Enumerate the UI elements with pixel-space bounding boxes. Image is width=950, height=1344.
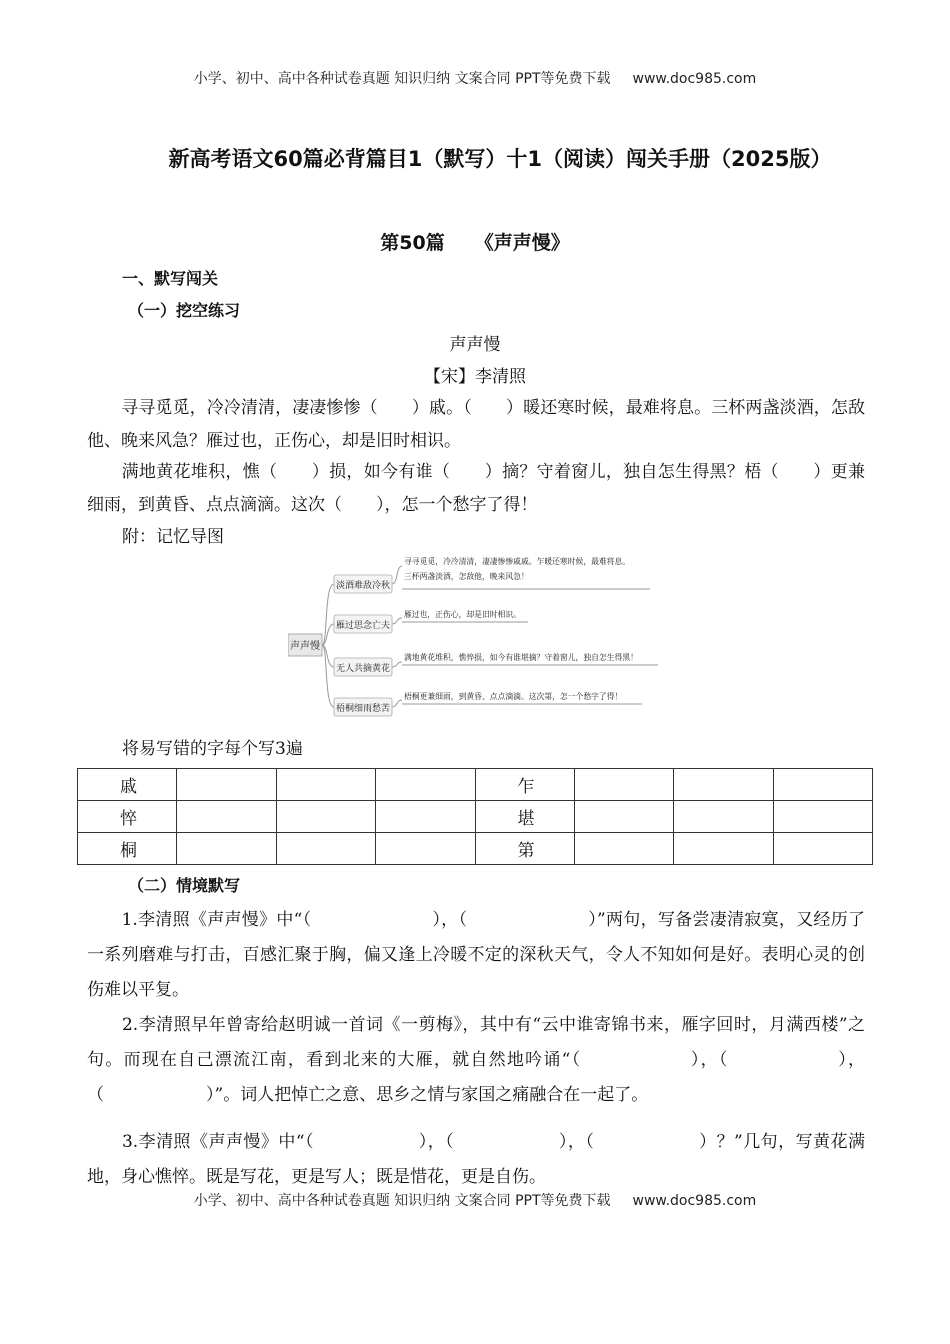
mindmap-leaf-1-line-1: 寻寻觅觅，冷冷清清，凄凄惨惨戚戚。乍暖还寒时候，最难将息。 [404,557,631,566]
grid-char: 第 [475,833,574,865]
mindmap-branch-4-label: 梧桐细雨愁苦 [335,704,391,714]
grid-blank-cell[interactable] [773,801,872,833]
table-row [78,801,873,833]
mindmap-leaf-connector-2 [392,618,402,624]
grid-blank-cell[interactable] [177,801,276,833]
page-footer [0,1190,950,1210]
mindmap-leaf-1-line-2: 三杯两盏淡酒，怎敌他，晚来风急！ [404,572,529,581]
poem-title: 声声慢 [449,335,501,355]
grid-blank-cell[interactable] [574,801,673,833]
question-3: 3.李清照《声声慢》中“（ ），（ ），（ ）？”几句，写黄花满地，身心憔悴。既是写花，更是写人；既是惜花，更是自伤。 [87,1132,865,1187]
mindmap-branch-3-label: 无人共摘黄花 [335,664,391,674]
grid-char: 堪 [475,801,574,833]
poem-paragraph-2: 满地黄花堆积，憔（ ）损，如今有谁（ ）摘？守着窗儿，独自怎生得黑？梧（ ）更兼细雨，到黄昏、点点滴滴。这次（ ），怎一个愁字了得！ [87,462,866,515]
table-row [78,769,873,801]
mindmap-leaf-connector-3 [392,662,402,667]
document-title: 新高考语文60篇必背篇目1（默写）十1（阅读）闯关手册（2025版） [168,147,832,171]
chapter-title [0,228,950,255]
mindmap-leaf-connector-1 [392,566,402,584]
grid-char: 戚 [78,769,177,801]
mindmap-leaf-4-text: 梧桐更兼细雨，到黄昏、点点滴滴。这次第，怎一个愁字了得！ [404,692,623,701]
grid-blank-cell[interactable] [574,769,673,801]
mindmap-connector-4 [322,645,334,707]
grid-blank-cell[interactable] [177,833,276,865]
grid-blank-cell[interactable] [574,833,673,865]
appendix-label: 附：记忆导图 [122,527,224,547]
poem-paragraph-1: 寻寻觅觅，冷冷清清，凄凄惨惨（ ）戚。（ ）暖还寒时候，最难将息。三杯两盏淡酒，怎敌他、晚来风急？雁过也，正伤心，却是旧时相识。 [87,398,866,451]
header-text: 小学、初中、高中各种试卷真题 知识归纳 文案合同 PPT等免费下载 [193,71,611,87]
grid-blank-cell[interactable] [276,801,375,833]
mindmap-leaf-2-text: 雁过也，正伤心，却是旧时相识。 [404,610,521,619]
grid-blank-cell[interactable] [773,769,872,801]
poem-author: 【宋】李清照 [424,367,526,387]
chapter-name: 《声声慢》 [474,232,570,254]
grid-blank-cell[interactable] [177,769,276,801]
footer-text: 小学、初中、高中各种试卷真题 知识归纳 文案合同 PPT等免费下载 [193,1193,611,1209]
grid-blank-cell[interactable] [674,833,773,865]
write-practice-grid [77,768,873,865]
grid-blank-cell[interactable] [376,769,475,801]
grid-blank-cell[interactable] [376,801,475,833]
table-row [78,833,873,865]
mindmap-branch-1-label: 淡酒难敌冷秋 [335,581,391,591]
grid-char: 乍 [475,769,574,801]
grid-blank-cell[interactable] [773,833,872,865]
grid-blank-cell[interactable] [276,769,375,801]
chapter-number: 第50篇 [380,232,445,254]
mindmap-leaf-3-text: 满地黄花堆积，憔悴损，如今有谁堪摘？守着窗儿，独自怎生得黑！ [404,653,638,662]
mindmap-connector-1 [322,584,334,645]
subsection-heading-2: （二）情境默写 [128,876,241,895]
grid-char: 悴 [78,801,177,833]
page-header [0,68,950,88]
grid-blank-cell[interactable] [376,833,475,865]
memory-mind-map [288,552,662,724]
grid-blank-cell[interactable] [674,769,773,801]
question-1: 1.李清照《声声慢》中“（ ），（ ）”两句，写备尝凄清寂寞，又经历了一系列磨难与打击，百感汇聚于胸，偏又逢上冷暖不定的深秋天气，令人不知如何是好。表明心灵的创伤难以平复。 [87,910,865,1000]
mindmap-root-label: 声声慢 [290,641,320,652]
grid-blank-cell[interactable] [276,833,375,865]
write-practice-label: 将易写错的字每个写3遍 [122,739,303,759]
grid-blank-cell[interactable] [674,801,773,833]
mindmap-branch-2-label: 雁过思念亡夫 [335,621,391,631]
subsection-heading-1: （一）挖空练习 [128,301,241,320]
mindmap-leaf-connector-4 [392,700,402,707]
footer-url[interactable]: www.doc985.com [632,1193,757,1209]
header-url[interactable]: www.doc985.com [632,71,757,87]
question-2: 2.李清照早年曾寄给赵明诚一首词《一剪梅》，其中有“云中谁寄锦书来，雁字回时，月满西楼”之句。而现在自己漂流江南，看到北来的大雁，就自然地吟诵“（ ），（ ），（ ）”。词人把悼亡之意、思乡之情与家国之痛融合在一起了。 [87,1015,866,1105]
section-heading: 一、默写闯关 [122,269,219,288]
grid-char: 桐 [78,833,177,865]
